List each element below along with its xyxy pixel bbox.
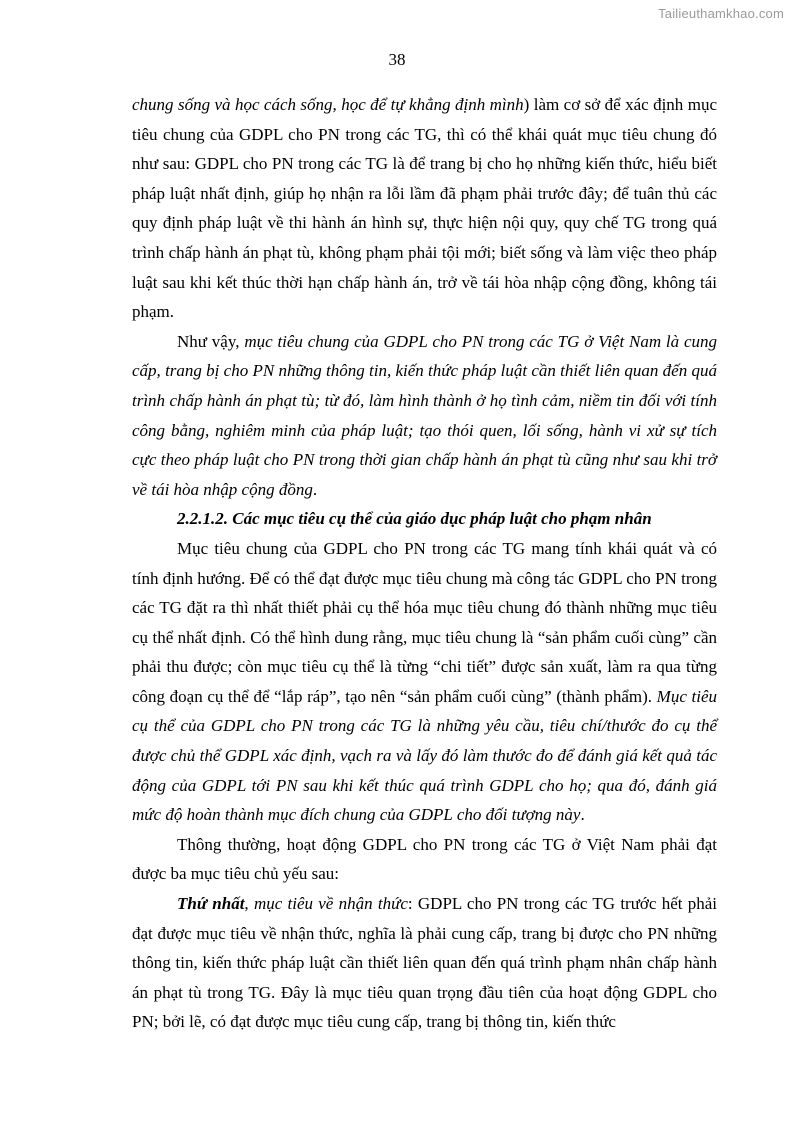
paragraph-2: [132, 327, 717, 505]
paragraph-1-text: ) làm cơ sở để xác định mục tiêu chung của GDPL cho PN trong các TG, thì có thể khái quát mục tiêu chung đó như sau: GDPL cho PN trong các TG là để trang bị cho họ những kiến thức, hiểu biết pháp luật nhất định, giúp họ nhận ra lỗi lầm đã phạm phải trước đây; để tuân thủ các quy định pháp luật về thi hành án hình sự, thực hiện nội quy, quy chế TG trong quá trình chấp hành án phạt tù, không phạm phải tội mới; biết sống và làm việc theo pháp luật sau khi kết thúc thời hạn chấp hành án, trở về tái hòa nhập cộng đồng, không tái phạm.: [132, 95, 717, 322]
section-heading: 2.2.1.2. Các mục tiêu cụ thể của giáo dục pháp luật cho phạm nhân: [177, 509, 652, 529]
paragraph-5-bold-italic: Thứ nhất: [177, 894, 245, 914]
paragraph-5-text: : GDPL cho PN trong các TG trước hết phải đạt được mục tiêu về nhận thức, nghĩa là phải cung cấp, trang bị được cho PN những thông tin, kiến thức pháp luật cần thiết liên quan đến quá trình phạm nhân chấp hành án phạt tù trong TG. Đây là mục tiêu quan trọng đầu tiên của hoạt động GDPL cho PN; bởi lẽ, có đạt được mục tiêu cung cấp, trang bị thông tin, kiến thức: [132, 894, 718, 1032]
document-body: [132, 90, 717, 1037]
paragraph-3-italic: Mục tiêu cụ thể của GDPL cho PN trong các TG là những yêu cầu, tiêu chí/thước đo cụ thể được chủ thể GDPL xác định, vạch ra và lấy đó làm thước đo để đánh giá kết quả tác động của GDPL tới PN sau khi kết thúc quá trình GDPL cho họ; qua đó, đánh giá mức độ hoàn thành mục đích chung của GDPL cho đối tượng này: [132, 686, 717, 825]
paragraph-5-italic: mục tiêu về nhận thức: [253, 894, 408, 914]
paragraph-3: [132, 534, 717, 830]
paragraph-2-lead: Như vậy,: [177, 331, 245, 351]
paragraph-1: [132, 90, 717, 327]
page-number: 38: [388, 50, 406, 69]
paragraph-3-end: .: [580, 805, 585, 825]
paragraph-4: Thông thường, hoạt động GDPL cho PN trong các TG ở Việt Nam phải đạt được ba mục tiêu chủ yếu sau:: [132, 834, 717, 884]
paragraph-3-text: Mục tiêu chung của GDPL cho PN trong các TG mang tính khái quát và có tính định hướng. Để có thể đạt được mục tiêu chung mà công tác GDPL cho PN trong các TG đặt ra thì nhất thiết phải cụ thể hóa mục tiêu chung đó thành những mục tiêu cụ thể nhất định. Có thể hình dung rằng, mục tiêu chung là “sản phẩm cuối cùng” cần phải thu được; còn mục tiêu cụ thể là từng “chi tiết” được sản xuất, làm ra qua từng công đoạn cụ thể để “lắp ráp”, tạo nên “sản phẩm cuối cùng” (thành phẩm).: [132, 538, 717, 706]
paragraph-1-italic: chung sống và học cách sống, học để tự khẳng định mình: [132, 95, 524, 114]
paragraph-5: [132, 889, 717, 1037]
paragraph-2-italic: mục tiêu chung của GDPL cho PN trong các TG ở Việt Nam là cung cấp, trang bị cho PN những thông tin, kiến thức pháp luật cần thiết liên quan đến quá trình chấp hành án phạt tù; từ đó, làm hình thành ở họ tình cảm, niềm tin đối với tính công bằng, nghiêm minh của pháp luật; tạo thói quen, lối sống, hành vi xử sự tích cực theo pháp luật cho PN trong thời gian chấp hành án phạt tù cũng như sau khi trở về tái hòa nhập cộng đồng: [132, 331, 717, 499]
paragraph-2-end: .: [312, 479, 318, 499]
paragraph-5-comma: ,: [244, 894, 254, 914]
watermark: Tailieuthamkhao.com: [658, 6, 784, 21]
